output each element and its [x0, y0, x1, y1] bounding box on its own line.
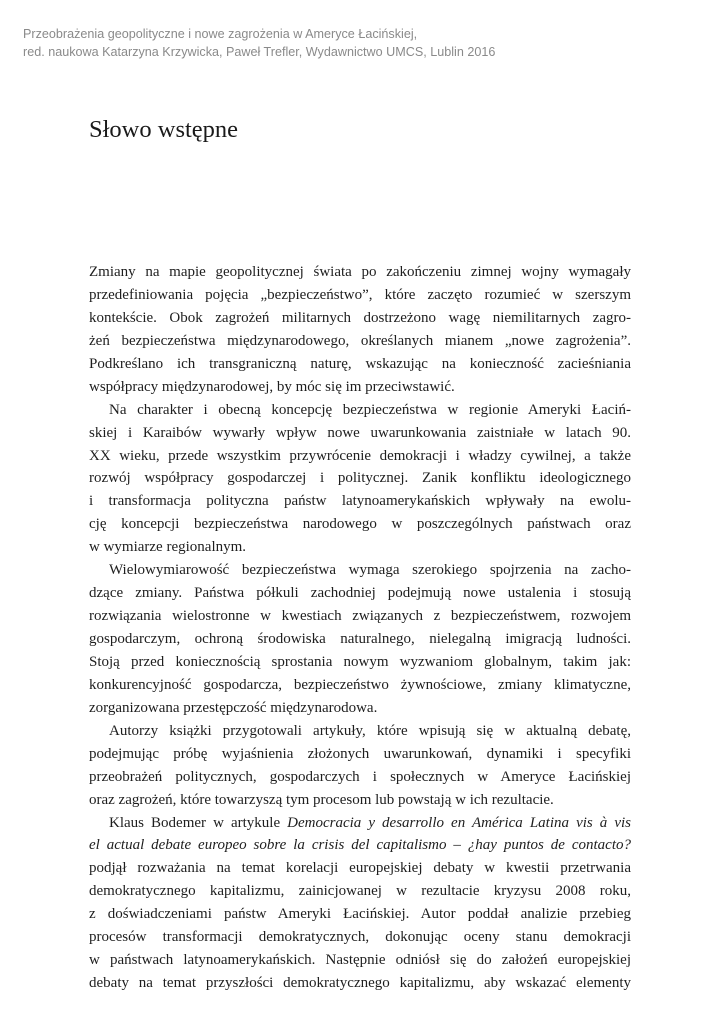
text-line: Wielowymiarowość bezpieczeństwa wymaga szerokiego spojrzenia na zacho-: [109, 562, 631, 579]
text-line: debaty na temat przyszłości demokratycznego kapitalizmu, aby wskazać elementy: [89, 975, 631, 992]
text-line-with-italic: [89, 812, 631, 835]
text-line: cję koncepcji bezpieczeństwa narodowego w poszczególnych państwach oraz: [89, 516, 631, 533]
text-line: w państwach latynoamerykańskich. Następnie odniósł się do założeń europejskiej: [89, 952, 631, 969]
text-line: Podkreślano ich transgraniczną naturę, wskazując na konieczność zacieśniania: [89, 355, 631, 372]
text-line: zorganizowana przestępczość międzynarodowa.: [89, 699, 378, 716]
text-line: gospodarczym, ochroną środowiska naturalnego, nielegalną imigracją ludności.: [89, 631, 631, 647]
body-text: [89, 261, 631, 995]
text-line: Autorzy książki przygotowali artykuły, które wpisują się w aktualną debatę,: [109, 722, 631, 739]
text-line: demokratycznego kapitalizmu, zainicjowanej w rezultacie kryzysu 2008 roku,: [89, 883, 631, 900]
text-line: procesów transformacji demokratycznych, dokonując oceny stanu demokracji: [89, 929, 631, 946]
text-line: konkurencyjność gospodarcza, bezpieczeństwo żywnościowe, zmiany klimatyczne,: [89, 676, 631, 693]
running-header: [23, 25, 713, 61]
text-line: podejmując próbę wyjaśnienia złożonych uwarunkowań, dynamiki i specyfiki: [89, 745, 631, 762]
text-line: w wymiarze regionalnym.: [89, 539, 247, 556]
header-line-2: red. naukowa Katarzyna Krzywicka, Paweł Trefler, Wydawnictwo UMCS, Lublin 2016: [23, 45, 496, 59]
text-line: oraz zagrożeń, które towarzyszą tym procesom lub powstają w ich rezultacie.: [89, 791, 554, 808]
italic-title-run: Democracia y desarrollo en América Latina vis à vis: [287, 814, 631, 831]
text-line: z doświadczeniami państw Ameryki Łacińskiej. Autor poddał analizie przebieg: [89, 906, 631, 923]
text-run: Klaus Bodemer w artykule: [109, 814, 288, 831]
text-line: Zmiany na mapie geopolitycznej świata po zakończeniu zimnej wojny wymagały: [89, 264, 631, 280]
italic-title-line: el actual debate europeo sobre la crisis del capitalismo – ¿hay puntos de contacto?: [89, 837, 631, 854]
header-line-1: Przeobrażenia geopolityczne i nowe zagrożenia w Ameryce Łacińskiej,: [23, 27, 418, 41]
text-line: dzące zmiany. Państwa półkuli zachodniej podejmują nowe ustalenia i stosują: [89, 585, 631, 602]
text-line: przedefiniowania pojęcia „bezpieczeństwo”, które zaczęto rozumieć w szerszym: [89, 286, 631, 303]
text-line: podjął rozważania na temat korelacji europejskiej debaty w kwestii przetrwania: [89, 860, 631, 877]
text-line: skiej i Karaibów wywarły wpływ nowe uwarunkowania zaistniałe w latach 90.: [89, 424, 631, 441]
text-line: współpracy międzynarodowej, by móc się im przeciwstawić.: [89, 378, 455, 395]
text-line: kontekście. Obok zagrożeń militarnych dostrzeżono wagę niemilitarnych zagro-: [89, 309, 631, 326]
chapter-title: Słowo wstępne: [89, 116, 239, 143]
text-line: i transformacja polityczna państw latynoamerykańskich wpływały na ewolu-: [89, 493, 631, 510]
text-line: rozwój współpracy gospodarczej i politycznej. Zanik konfliktu ideologicznego: [89, 470, 631, 487]
text-line: Stoją przed koniecznością sprostania nowym wyzwaniom globalnym, takim jak:: [89, 653, 631, 670]
text-line: rozwiązania wielostronne w kwestiach związanych z bezpieczeństwem, rozwojem: [89, 608, 631, 625]
text-line: przeobrażeń politycznych, gospodarczych i społecznych w Ameryce Łacińskiej: [89, 768, 631, 785]
text-line: XX wieku, przede wszystkim przywrócenie demokracji i władzy cywilnej, a także: [89, 447, 631, 464]
text-line: żeń bezpieczeństwa międzynarodowego, określanych mianem „nowe zagrożenia”.: [89, 332, 631, 349]
text-line: Na charakter i obecną koncepcję bezpieczeństwa w regionie Ameryki Łaciń-: [109, 401, 631, 418]
